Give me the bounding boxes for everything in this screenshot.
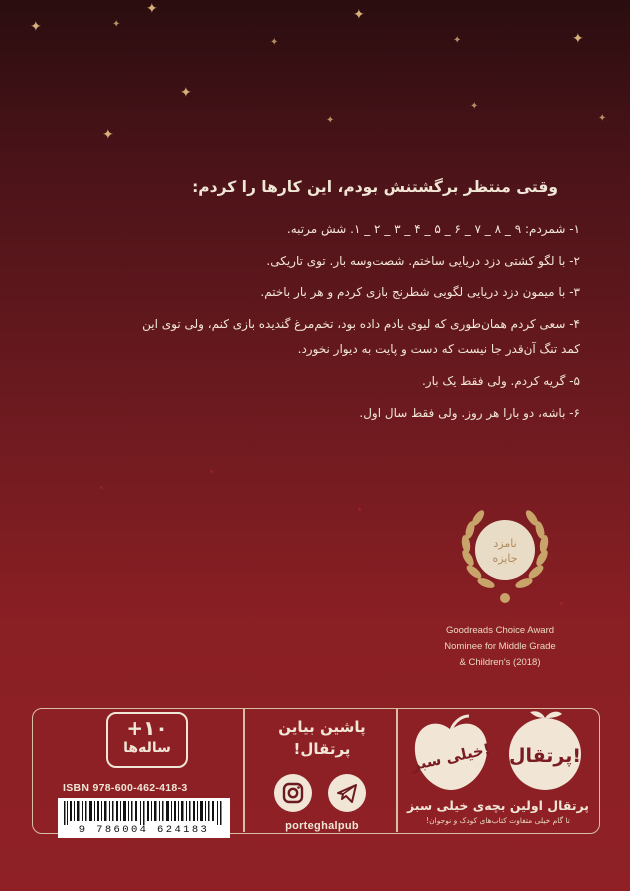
panel-divider	[243, 708, 245, 832]
award-caption-line: Goodreads Choice Award	[445, 625, 555, 636]
award-line2: جایزه	[492, 552, 518, 565]
porteghal-logo	[500, 708, 590, 796]
khili-sabz-logo	[405, 712, 497, 800]
award-caption	[400, 623, 600, 671]
follow-line1: پاشین بیاین	[278, 718, 366, 736]
list-item: ۲- با لگو کشتی دزد دریایی ساختم. شصت‌وسه بار. توی تاریکی.	[266, 253, 580, 268]
list-item	[40, 317, 580, 358]
age-badge	[106, 712, 188, 768]
award-caption-line: Nominee for Middle Grade	[444, 641, 556, 652]
list-item-text: ۴- سعی کردم همان‌طوری که لیوی یادم داده بود، تخم‌مرغ گندیده بازی کنم، ولی توی این	[142, 316, 580, 331]
telegram-icon[interactable]	[328, 774, 366, 812]
award-seal	[450, 500, 560, 610]
star-icon: ✦	[453, 35, 462, 46]
khili-logo-text: خیلی سبز!	[409, 739, 493, 775]
back-cover-text	[40, 178, 580, 437]
speck	[358, 508, 361, 511]
star-icon: ✦	[353, 7, 365, 23]
award-line1: نامزد	[493, 537, 517, 550]
list-item: ۵- گریه کردم. ولی فقط یک بار.	[421, 373, 580, 388]
isbn-text: ISBN 978-600-462-418-3	[63, 782, 188, 794]
instagram-icon[interactable]	[274, 774, 312, 812]
age-unit: ساله‌ها	[123, 740, 171, 756]
star-icon: ✦	[470, 101, 479, 112]
panel-divider	[396, 708, 398, 832]
star-icon: ✦	[572, 31, 584, 47]
intro-heading: وقتی منتظر برگشتنش بودم، این کارها را کردم:	[192, 178, 558, 196]
star-icon: ✦	[180, 85, 192, 101]
brand-tagline: پرتقال اولین بچه‌ی خیلی سبز	[407, 798, 589, 813]
star-icon: ✦	[270, 37, 279, 48]
social-handle: porteghalpub	[285, 820, 359, 832]
award-caption-line: & Children's (2018)	[459, 657, 541, 668]
speck	[210, 470, 213, 473]
barcode-digits: 9 786004 624183	[78, 824, 210, 836]
list-item-continuation: کمد تنگ آن‌قدر جا نیست که دست و پایت به دیوار نخورد.	[297, 342, 580, 357]
list-item: ۳- با میمون دزد دریایی لگویی شطرنج بازی کردم و هر بار باختم.	[260, 285, 580, 300]
speck	[560, 602, 563, 605]
speck	[100, 486, 103, 489]
list-item: ۶- باشه، دو بارا هر روز. ولی فقط سال اول.	[359, 405, 580, 420]
age-number: +۱۰	[126, 716, 168, 740]
star-icon: ✦	[112, 19, 121, 30]
follow-text	[252, 716, 392, 760]
star-icon: ✦	[146, 1, 158, 17]
star-icon: ✦	[598, 113, 607, 124]
porteghal-logo-text: پرتقال!	[508, 745, 582, 767]
list-item: ۱- شمردم: ۹ _ ۸ _ ۷ _ ۶ _ ۵ _ ۴ _ ۳ _ ۲ _ ۱. شش مرتبه.	[286, 222, 580, 236]
star-icon: ✦	[326, 115, 335, 126]
star-icon: ✦	[102, 127, 114, 143]
brand-subtagline: تا گام خیلی متفاوت کتاب‌های کودک و نوجوان!	[426, 816, 570, 825]
star-icon: ✦	[30, 19, 42, 35]
follow-line2: پرتقال!	[293, 740, 351, 758]
